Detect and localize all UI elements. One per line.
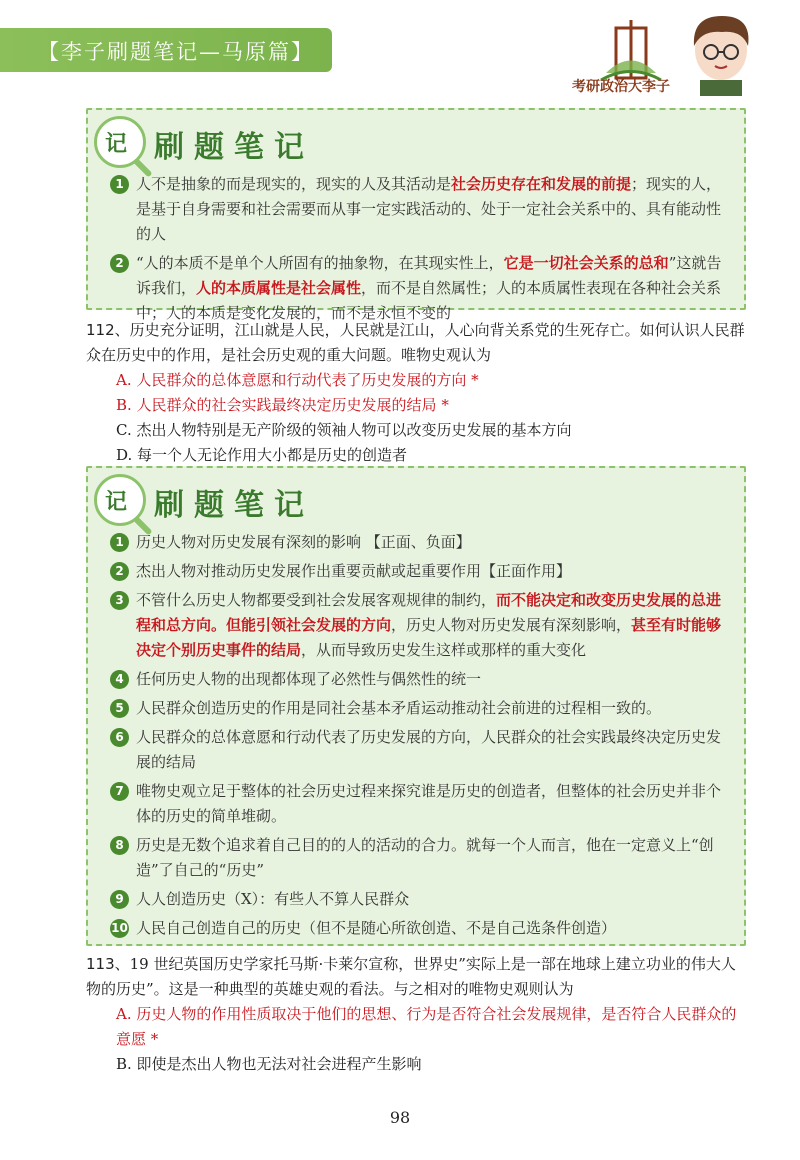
number-badge-icon: 4 <box>110 670 129 689</box>
question-112 <box>86 318 746 468</box>
question-stem: 112、历史充分证明，江山就是人民，人民就是江山，人心向背关系党的生死存亡。如何认识人民群众在历史中的作用，是社会历史观的重大问题。唯物史观认为 <box>86 321 745 364</box>
options-list <box>86 1002 746 1077</box>
note-text: 杰出人物对推动历史发展作出重要贡献或起重要作用【正面作用】 <box>136 562 572 580</box>
note-box-1 <box>86 108 746 322</box>
number-badge-icon: 8 <box>110 836 129 855</box>
note-text: ；现实的人，是基于自身需要和社会需要而从事一定实践活动的、处于一定社会关系中的、具有能动性的人 <box>136 175 722 243</box>
banner-title: 【李子刷题笔记—马原篇】 <box>38 40 314 64</box>
note-item <box>108 696 730 721</box>
logo-text: 考研政治大李子 <box>572 79 670 95</box>
header-banner <box>0 28 332 72</box>
highlight-text: 社会历史存在和发展的前提 <box>451 175 632 193</box>
note-text: 人人创造历史（X）：有些人不算人民群众 <box>136 890 410 908</box>
note-item <box>108 530 730 555</box>
note-text: 人民群众创造历史的作用是同社会基本矛盾运动推动社会前进的过程相一致的。 <box>136 699 662 717</box>
number-badge-icon: 6 <box>110 728 129 747</box>
note-item <box>108 779 730 829</box>
note-item <box>108 588 730 663</box>
page-number: 98 <box>389 1108 411 1127</box>
highlight-text: 人的本质属性是社会属性 <box>196 279 362 297</box>
question-113 <box>86 952 746 1077</box>
note-list <box>108 172 730 330</box>
note-text: ，历史人物对历史发展有深刻影响， <box>391 616 632 634</box>
options-list <box>86 368 746 468</box>
note-text: 历史人物对历史发展有深刻的影响 【正面、负面】 <box>136 533 471 551</box>
note-text: 任何历史人物的出现都体现了必然性与偶然性的统一 <box>136 670 482 688</box>
option-item: D. 每一个人无论作用大小都是历史的创造者 <box>116 446 408 464</box>
option-item: C. 杰出人物特别是无产阶级的领袖人物可以改变历史发展的基本方向 <box>116 421 572 439</box>
note-item <box>108 667 730 692</box>
number-badge-icon: 2 <box>110 254 129 273</box>
note-item <box>108 725 730 775</box>
number-badge-icon: 7 <box>110 782 129 801</box>
number-badge-icon: 3 <box>110 591 129 610</box>
note-title: 刷题笔记 <box>154 130 314 165</box>
note-text: ，而不是自然属性；人的本质属性表现在各种社会关系中；人的本质是变化发展的，而不是永恒不变的 <box>136 279 722 322</box>
question-stem: 113、19 世纪英国历史学家托马斯·卡莱尔宣称，世界史”实际上是一部在地球上建立功业的伟大人物的历史”。这是一种典型的英雄史观的看法。与之相对的唯物史观则认为 <box>86 955 736 998</box>
option-item: A. 历史人物的作用性质取决于他们的思想、行为是否符合社会发展规律，是否符合人民群众的意愿 * <box>116 1005 737 1048</box>
note-list <box>108 530 730 945</box>
highlight-text: 甚至有时能够决定个别历史事件的结局 <box>136 616 722 659</box>
note-item <box>108 172 730 247</box>
number-badge-icon: 9 <box>110 890 129 909</box>
note-badge: 记 <box>94 474 146 526</box>
note-text: 不管什么历史人物都要受到社会发展客观规律的制约， <box>136 591 497 609</box>
avatar <box>682 10 760 96</box>
note-title: 刷题笔记 <box>154 488 314 523</box>
number-badge-icon: 2 <box>110 562 129 581</box>
note-item <box>108 559 730 584</box>
note-text: ”这就告诉我们， <box>136 254 722 297</box>
note-text: ，从而导致历史发生这样或那样的重大变化 <box>301 641 587 659</box>
note-text: “人的本质不是单个人所固有的抽象物，在其现实性上， <box>136 254 504 272</box>
number-badge-icon: 1 <box>110 175 129 194</box>
note-item <box>108 916 730 941</box>
option-item: B. 即使是杰出人物也无法对社会进程产生影响 <box>116 1055 422 1073</box>
note-text: 人民群众的总体意愿和行动代表了历史发展的方向，人民群众的社会实践最终决定历史发展的结局 <box>136 728 722 771</box>
note-text: 历史是无数个追求着自己目的的人的活动的合力。就每一个人而言，他在一定意义上“创造”了自己的“历史” <box>136 836 714 879</box>
number-badge-icon: 5 <box>110 699 129 718</box>
note-badge: 记 <box>94 116 146 168</box>
number-badge-icon: 10 <box>110 919 129 938</box>
number-badge-icon: 1 <box>110 533 129 552</box>
option-item: B. 人民群众的社会实践最终决定历史发展的结局 * <box>116 396 449 414</box>
note-item <box>108 887 730 912</box>
note-item <box>108 251 730 326</box>
highlight-text: 它是一切社会关系的总和 <box>503 254 669 272</box>
note-text: 人不是抽象的而是现实的，现实的人及其活动是 <box>136 175 452 193</box>
note-text: 唯物史观立足于整体的社会历史过程来探究谁是历史的创造者，但整体的社会历史并非个体的历史的简单堆砌。 <box>136 782 722 825</box>
note-text: 人民自己创造自己的历史（但不是随心所欲创造、不是自己选条件创造） <box>136 919 617 937</box>
note-item <box>108 833 730 883</box>
highlight-text: 而不能决定和改变历史发展的总进程和总方向。但能引领社会发展的方向 <box>136 591 722 634</box>
note-box-2 <box>86 466 746 946</box>
option-item: A. 人民群众的总体意愿和行动代表了历史发展的方向 * <box>116 371 479 389</box>
